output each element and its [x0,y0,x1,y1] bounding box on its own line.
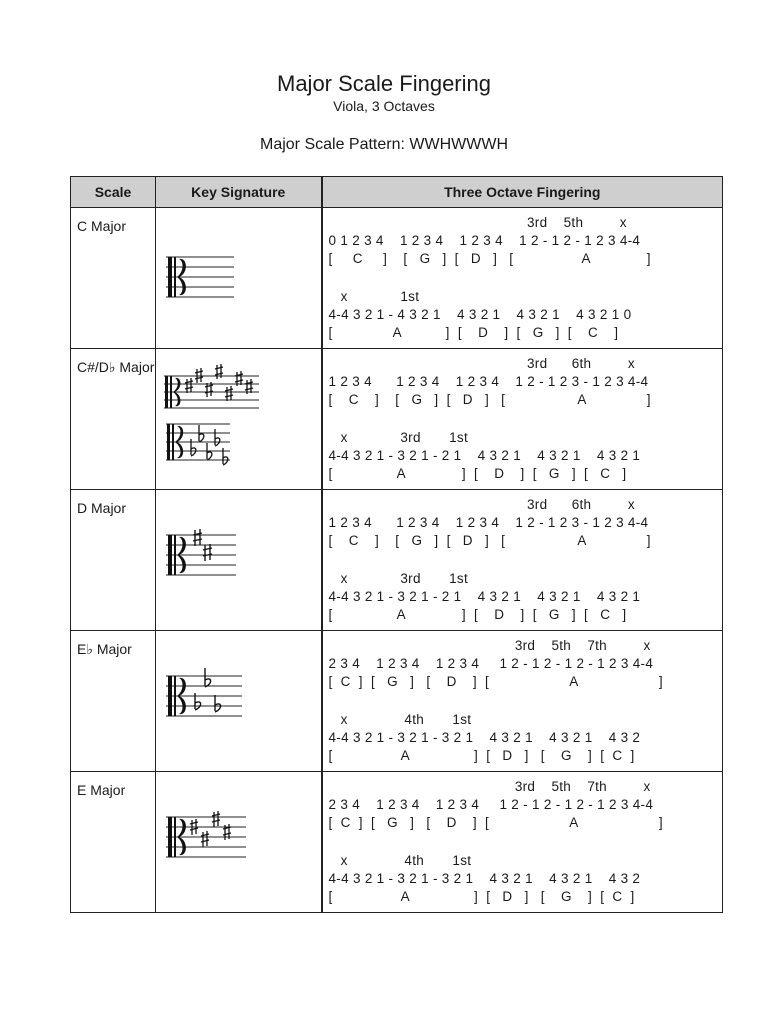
fingering-cell [323,631,723,765]
fingering-down-marks: x 3rd 1st [328,430,469,445]
fingering-down-marks: x 4th 1st [328,712,472,727]
scale-name: C Major [77,218,127,234]
scale-name: C#/D♭ Major [77,359,155,375]
fingering-up-strings: [ C ] [ G ] [ D ] [ A ] [328,251,651,266]
fingering-down-strings: [ A ] [ D ] [ G ] [ C ] [328,466,627,481]
fingering-up: 1 2 3 4 1 2 3 4 1 2 3 4 1 2 - 1 2 3 - 1 2 3 4-4 [328,374,649,389]
fingering-down: 4-4 3 2 1 - 3 2 1 - 2 1 4 3 2 1 4 3 2 1 4 3 2 1 [328,589,641,604]
fingering-cell [323,208,723,342]
alto-clef-two-sharps-icon [166,528,236,580]
table-row [71,490,723,631]
scale-name: E♭ Major [77,641,132,657]
table-row [71,772,723,913]
alto-clef-no-accidentals-icon [166,252,236,302]
scale-name: D Major [77,500,127,516]
alto-clef-three-flats-icon [166,667,246,721]
header-scale: Scale [71,177,156,208]
fingering-down-strings: [ A ] [ D ] [ G ] [ C ] [328,889,635,904]
fingering-up-strings: [ C ] [ G ] [ D ] [ A ] [328,392,651,407]
fingering-up: 2 3 4 1 2 3 4 1 2 3 4 1 2 - 1 2 - 1 2 - 1 2 3 4-4 [328,797,654,812]
table-row [71,208,723,349]
fingering-up-marks: 3rd 6th x [328,356,635,371]
table-row [71,349,723,490]
fingering-down-strings: [ A ] [ D ] [ G ] [ C ] [328,325,619,340]
header-fingering: Three Octave Fingering [322,177,723,208]
header-key-signature: Key Signature [156,177,322,208]
fingering-up-marks: 3rd 5th x [328,215,627,230]
fingering-up-strings: [ C ] [ G ] [ D ] [ A ] [328,815,663,830]
fingering-down-marks: x 1st [328,289,420,304]
fingering-down-strings: [ A ] [ D ] [ G ] [ C ] [328,607,627,622]
fingering-table [70,176,723,913]
fingering-up: 0 1 2 3 4 1 2 3 4 1 2 3 4 1 2 - 1 2 - 1 2 3 4-4 [328,233,641,248]
scale-name: E Major [77,782,126,798]
fingering-up-strings: [ C ] [ G ] [ D ] [ A ] [328,674,663,689]
table-header-row [71,177,723,208]
key-signature-cell [156,631,321,771]
fingering-up-marks: 3rd 5th 7th x [328,638,651,653]
alto-clef-four-sharps-icon [166,810,248,862]
key-signature-cell [156,490,321,630]
fingering-up: 1 2 3 4 1 2 3 4 1 2 3 4 1 2 - 1 2 3 - 1 2 3 4-4 [328,515,649,530]
scale-pattern: Major Scale Pattern: WWHWWWH [259,136,508,153]
page-title: Major Scale Fingering [277,71,491,96]
key-signature-cell [156,772,321,912]
fingering-down-marks: x 4th 1st [328,853,472,868]
alto-clef-seven-sharps-icon [164,363,260,413]
fingering-up-marks: 3rd 5th 7th x [328,779,651,794]
fingering-cell [323,349,723,483]
fingering-down-marks: x 3rd 1st [328,571,469,586]
fingering-up-marks: 3rd 6th x [328,497,635,512]
table-row [71,631,723,772]
fingering-down: 4-4 3 2 1 - 3 2 1 - 3 2 1 4 3 2 1 4 3 2 1 4 3 2 [328,730,641,745]
fingering-down: 4-4 3 2 1 - 4 3 2 1 4 3 2 1 4 3 2 1 4 3 2 1 0 [328,307,632,322]
fingering-down: 4-4 3 2 1 - 3 2 1 - 3 2 1 4 3 2 1 4 3 2 1 4 3 2 [328,871,641,886]
fingering-up-strings: [ C ] [ G ] [ D ] [ A ] [328,533,651,548]
fingering-cell [323,772,723,906]
fingering-up: 2 3 4 1 2 3 4 1 2 3 4 1 2 - 1 2 - 1 2 - 1 2 3 4-4 [328,656,654,671]
fingering-down: 4-4 3 2 1 - 3 2 1 - 2 1 4 3 2 1 4 3 2 1 4 3 2 1 [328,448,641,463]
fingering-down-strings: [ A ] [ D ] [ G ] [ C ] [328,748,635,763]
key-signature-cell [156,349,321,489]
fingering-cell [323,490,723,624]
alto-clef-five-flats-icon [166,419,236,469]
page-subtitle: Viola, 3 Octaves [333,98,435,114]
key-signature-cell [156,208,321,348]
